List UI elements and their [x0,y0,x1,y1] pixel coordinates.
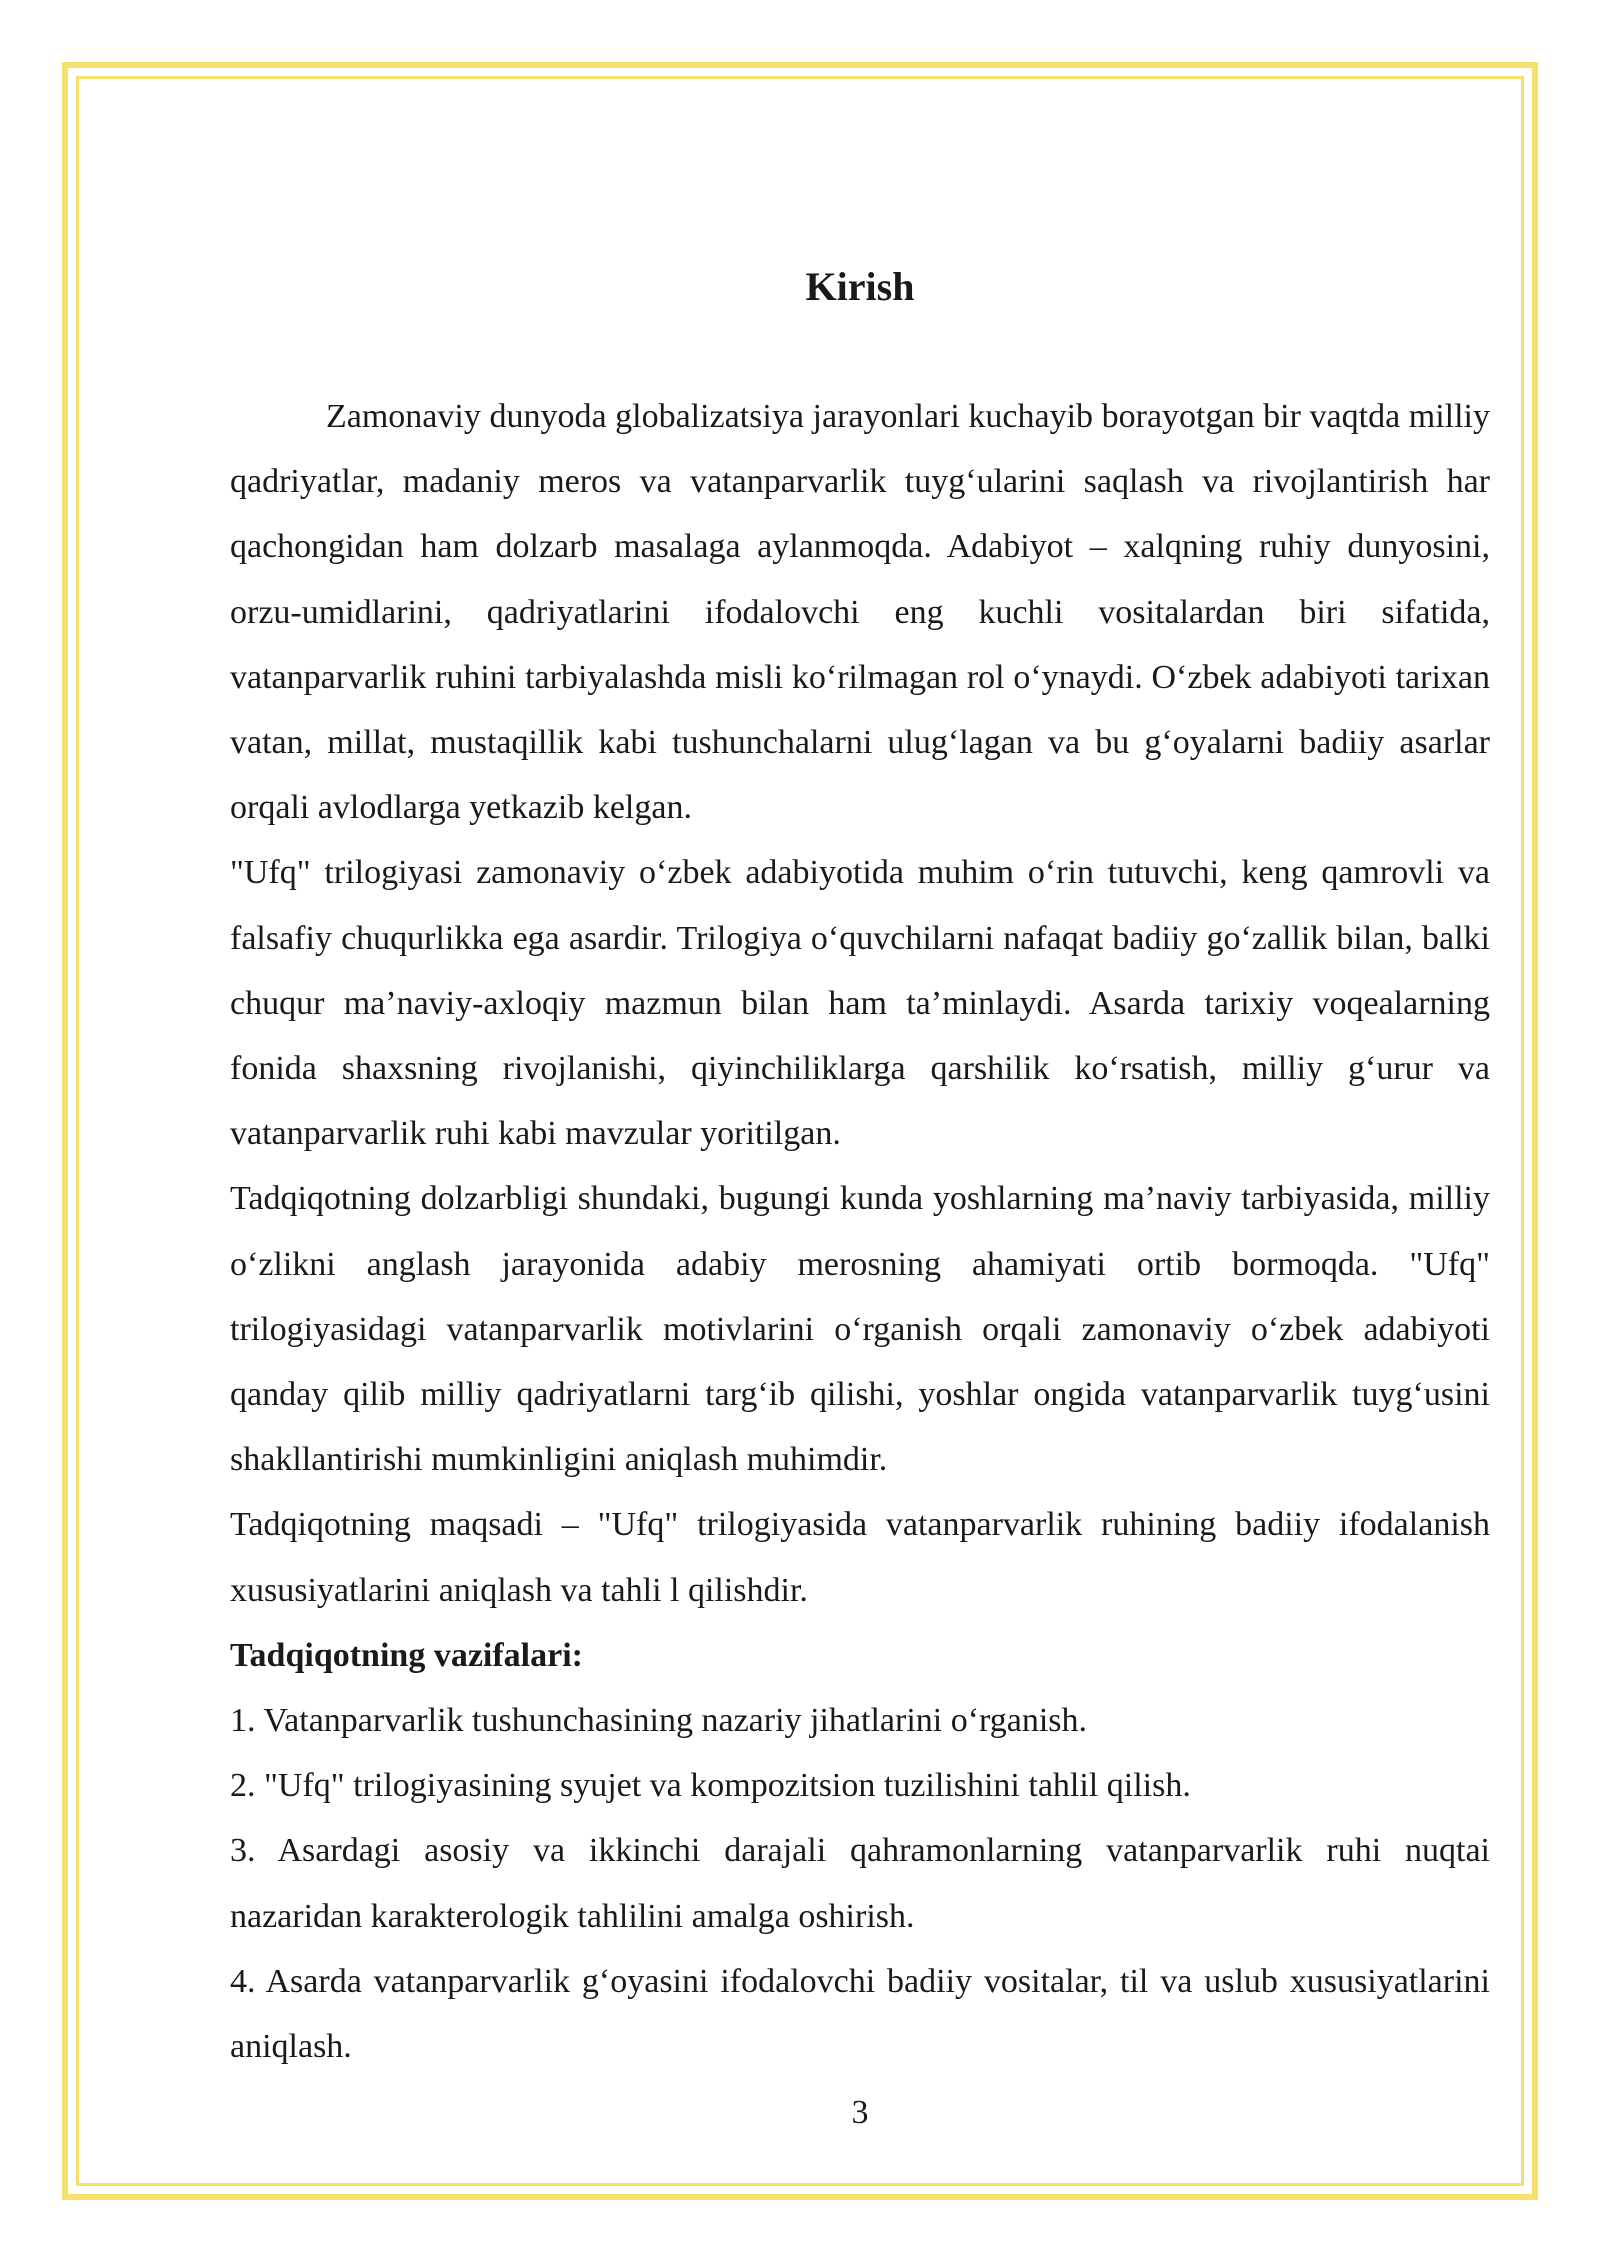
goal-paragraph: Tadqiqotning maqsadi – "Ufq" trilogiyasida vatanparvarlik ruhining badiiy ifodalanish xususiyatlarini aniqlash va tahli l qilishdir. [230,1506,1490,1609]
task-item: 2. "Ufq" trilogiyasining syujet va kompozitsion tuzilishini tahlil qilish. [230,1767,1191,1805]
page-number: 3 [851,2094,869,2131]
intro-paragraph: Zamonaviy dunyoda globalizatsiya jarayonlari kuchayib borayotgan bir vaqtda milliy qadriyatlar, madaniy meros va vatanparvarlik tuyg‘ularini saqlash va rivojlantirish har qachongidan ham dolzarb masalaga aylanmoqda. Adabiyot – xalqning ruhiy dunyosini, orzu-umidlarini, qadriyatlarini ifodalovchi eng kuchli vositalardan biri sifatida, vatanparvarlik ruhini tarbiyalashda misli ko‘rilmagan rol o‘ynaydi. O‘zbek adabiyoti tarixan vatan, millat, mustaqillik kabi tushunchalarni ulug‘lagan va bu g‘oyalarni badiiy asarlar orqali avlodlarga yetkazib kelgan. [230,398,1490,827]
task-item: 4. Asarda vatanparvarlik g‘oyasini ifodalovchi badiiy vositalar, til va uslub xususiyatlarini aniqlash. [230,1962,1490,2066]
task-item: 3. Asardagi asosiy va ikkinchi darajali qahramonlarning vatanparvarlik ruhi nuqtai nazaridan karakterologik tahlilini amalga oshirish. [230,1832,1490,1935]
trilogy-paragraph: "Ufq" trilogiyasi zamonaviy o‘zbek adabiyotida muhim o‘rin tutuvchi, keng qamrovli va falsafiy chuqurlikka ega asardir. Trilogiya o‘quvchilarni nafaqat badiiy go‘zallik bilan, balki chuqur ma’naviy-axloqiy mazmun bilan ham ta’minlaydi. Asarda tarixiy voqealarning fonida shaxsning rivojlanishi, qiyinchiliklarga qarshilik ko‘rsatish, milliy g‘urur va vatanparvarlik ruhi kabi mavzular yoritilgan. [230,854,1490,1153]
task-item: 1. Vatanparvarlik tushunchasining nazariy jihatlarini o‘rganish. [230,1702,1088,1740]
tasks-heading: Tadqiqotning vazifalari: [230,1636,583,1674]
relevance-paragraph: Tadqiqotning dolzarbligi shundaki, bugungi kunda yoshlarning ma’naviy tarbiyasida, milliy o‘zlikni anglash jarayonida adabiy merosning ahamiyati ortib bormoqda. "Ufq" trilogiyasidagi vatanparvarlik motivlarini o‘rganish orqali zamonaviy o‘zbek adabiyoti qanday qilib milliy qadriyatlarni targ‘ib qilishi, yoshlar ongida vatanparvarlik tuyg‘usini shakllantirishi mumkinligini aniqlash muhimdir. [230,1180,1490,1479]
document-title: Kirish [805,264,915,309]
document-body [230,384,1490,2079]
